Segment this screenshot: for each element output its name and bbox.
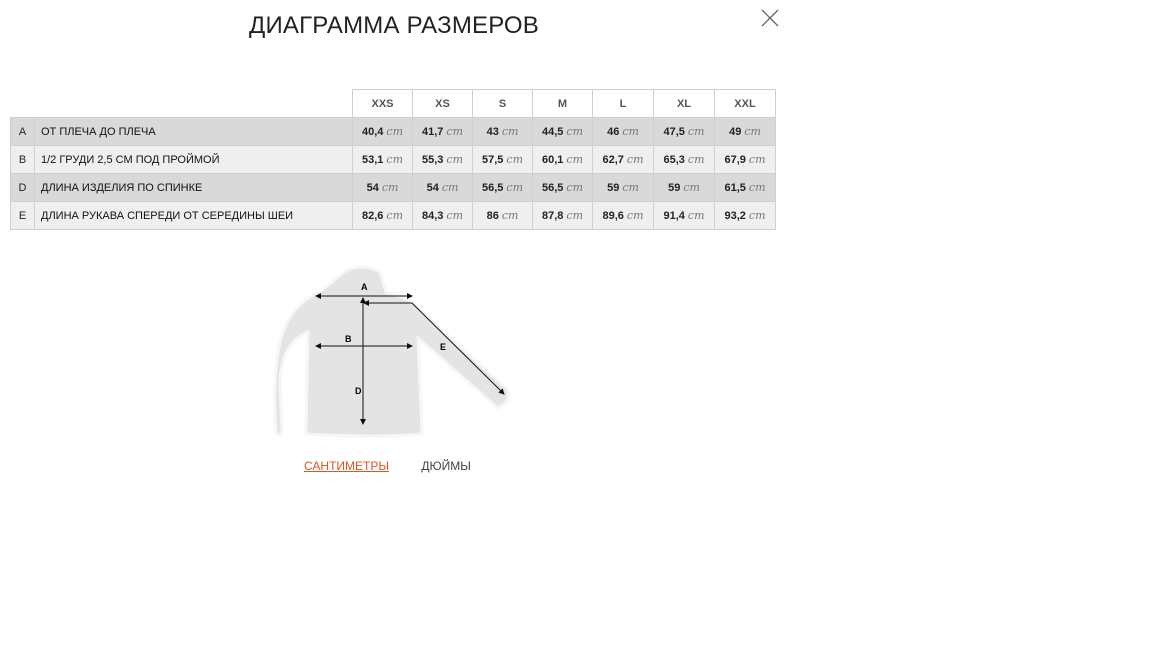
- size-value-cell: [413, 146, 473, 174]
- size-value-cell: [533, 202, 593, 230]
- size-value-cell: [533, 118, 593, 146]
- unit-suffix: cm: [501, 209, 519, 222]
- size-value: 41,7: [421, 126, 444, 138]
- size-value-cell: [353, 118, 413, 146]
- unit-suffix: cm: [687, 153, 705, 166]
- size-value: 59: [668, 182, 681, 194]
- size-header: XS: [413, 90, 473, 118]
- unit-suffix: cm: [386, 153, 403, 166]
- jacket-silhouette: [275, 267, 509, 436]
- size-value-cell: [473, 202, 533, 230]
- size-value-cell: [593, 174, 654, 202]
- measure-label-e: E: [440, 342, 447, 352]
- size-value: 86: [486, 210, 499, 222]
- size-header: S: [473, 90, 533, 118]
- row-label: ОТ ПЛЕЧА ДО ПЛЕЧА: [35, 118, 353, 146]
- unit-centimeters-link[interactable]: САНТИМЕТРЫ: [304, 459, 389, 473]
- size-value-cell: [413, 202, 473, 230]
- size-value: 56,5: [541, 182, 564, 194]
- size-value-cell: [533, 174, 593, 202]
- size-header: XL: [654, 90, 715, 118]
- unit-inches-link[interactable]: ДЮЙМЫ: [421, 459, 471, 473]
- unit-suffix: cm: [506, 181, 523, 194]
- size-value: 82,6: [361, 210, 384, 222]
- size-value-cell: [654, 174, 715, 202]
- unit-suffix: cm: [566, 125, 583, 138]
- row-letter: A: [11, 118, 35, 146]
- measure-label-a: A: [361, 282, 368, 292]
- size-value: 65,3: [663, 154, 685, 166]
- size-value-cell: [533, 146, 593, 174]
- jacket-measurement-diagram: [272, 262, 512, 438]
- size-value-cell: [654, 146, 715, 174]
- size-header-row: [11, 90, 776, 118]
- measure-label-b: B: [345, 334, 352, 344]
- unit-suffix: cm: [626, 153, 644, 166]
- table-row: [11, 146, 776, 174]
- unit-suffix: cm: [501, 125, 519, 138]
- unit-suffix: cm: [566, 209, 583, 222]
- unit-suffix: cm: [748, 181, 766, 194]
- unit-suffix: cm: [744, 125, 761, 138]
- size-value-cell: [654, 202, 715, 230]
- size-table: [10, 89, 776, 230]
- size-value: 87,8: [541, 210, 564, 222]
- modal-title: ДИАГРАММА РАЗМЕРОВ: [249, 12, 539, 39]
- unit-suffix: cm: [748, 153, 766, 166]
- size-value: 59: [607, 182, 620, 194]
- size-value-cell: [353, 146, 413, 174]
- size-value: 54: [366, 182, 379, 194]
- size-value: 61,5: [724, 182, 746, 194]
- size-value: 47,5: [663, 126, 685, 138]
- row-label: ДЛИНА ИЗДЕЛИЯ ПО СПИНКЕ: [35, 174, 353, 202]
- unit-suffix: cm: [687, 209, 705, 222]
- unit-suffix: cm: [446, 125, 463, 138]
- unit-suffix: cm: [687, 125, 705, 138]
- unit-suffix: cm: [506, 153, 523, 166]
- unit-suffix: cm: [441, 181, 459, 194]
- size-value: 84,3: [421, 210, 444, 222]
- size-value: 54: [426, 182, 439, 194]
- size-header: XXS: [353, 90, 413, 118]
- size-value: 43: [486, 126, 499, 138]
- row-label: ДЛИНА РУКАВА СПЕРЕДИ ОТ СЕРЕДИНЫ ШЕИ: [35, 202, 353, 230]
- size-value: 55,3: [421, 154, 444, 166]
- unit-suffix: cm: [626, 209, 644, 222]
- unit-suffix: cm: [446, 153, 463, 166]
- size-value: 53,1: [361, 154, 384, 166]
- size-value-cell: [473, 118, 533, 146]
- size-value: 49: [729, 126, 742, 138]
- size-header: XXL: [715, 90, 776, 118]
- unit-suffix: cm: [381, 181, 399, 194]
- size-value-cell: [353, 174, 413, 202]
- table-row: [11, 202, 776, 230]
- size-value-cell: [593, 118, 654, 146]
- size-header: L: [593, 90, 654, 118]
- size-value-cell: [473, 174, 533, 202]
- size-value: 40,4: [361, 126, 384, 138]
- size-value-cell: [593, 146, 654, 174]
- size-value: 46: [607, 126, 620, 138]
- size-value: 44,5: [541, 126, 564, 138]
- unit-suffix: cm: [386, 209, 403, 222]
- size-value-cell: [413, 174, 473, 202]
- table-row: [11, 118, 776, 146]
- unit-suffix: cm: [622, 125, 639, 138]
- size-value: 57,5: [481, 154, 504, 166]
- size-value-cell: [715, 146, 776, 174]
- size-value: 62,7: [602, 154, 624, 166]
- size-value: 93,2: [724, 210, 746, 222]
- row-letter: D: [11, 174, 35, 202]
- size-value: 67,9: [724, 154, 746, 166]
- unit-suffix: cm: [446, 209, 463, 222]
- close-icon[interactable]: [758, 6, 782, 30]
- size-value: 89,6: [602, 210, 624, 222]
- row-letter: B: [11, 146, 35, 174]
- size-value: 56,5: [481, 182, 504, 194]
- size-value-cell: [654, 118, 715, 146]
- unit-suffix: cm: [566, 153, 583, 166]
- unit-suffix: cm: [386, 125, 403, 138]
- size-value-cell: [413, 118, 473, 146]
- size-value: 91,4: [663, 210, 685, 222]
- size-value-cell: [715, 202, 776, 230]
- unit-suffix: cm: [622, 181, 639, 194]
- unit-suffix: cm: [748, 209, 766, 222]
- unit-suffix: cm: [566, 181, 583, 194]
- measure-label-d: D: [355, 386, 362, 396]
- size-value-cell: [715, 118, 776, 146]
- unit-switcher: [304, 459, 471, 473]
- row-label: 1/2 ГРУДИ 2,5 СМ ПОД ПРОЙМОЙ: [35, 146, 353, 174]
- unit-suffix: cm: [683, 181, 700, 194]
- size-value-cell: [593, 202, 654, 230]
- size-value-cell: [715, 174, 776, 202]
- table-row: [11, 174, 776, 202]
- size-value: 60,1: [541, 154, 564, 166]
- size-value-cell: [353, 202, 413, 230]
- row-letter: E: [11, 202, 35, 230]
- size-header: M: [533, 90, 593, 118]
- size-value-cell: [473, 146, 533, 174]
